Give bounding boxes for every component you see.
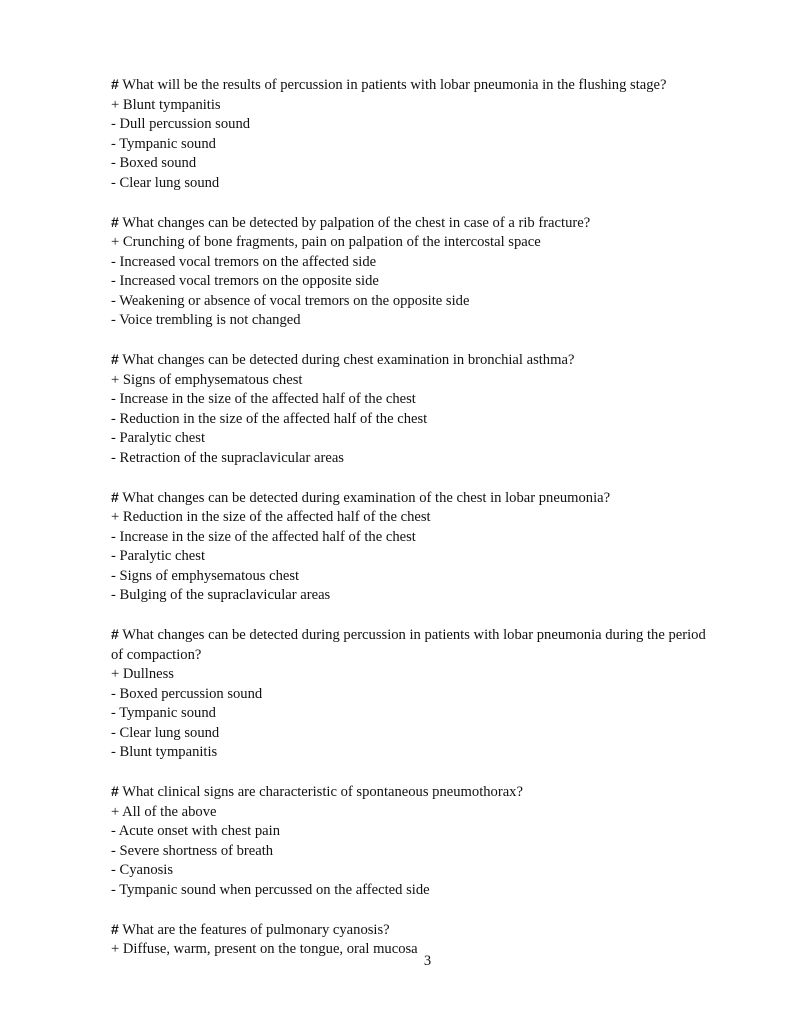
answer-option: - Retraction of the supraclavicular areas [111,449,344,466]
question-marker: # [111,783,119,799]
question-block [111,782,721,900]
question-text [111,920,721,941]
correct-answer-option: + Reduction in the size of the affected half of the chest [111,509,431,525]
question-marker: # [111,213,119,230]
answer-option: - Dull percussion sound [111,116,251,132]
answer-option: - Increased vocal tremors on the affected side [111,253,377,270]
document-page [111,75,721,979]
answer-option: - Acute onset with chest pain [111,823,281,839]
question-text [111,350,721,371]
answer-option: - Increase in the size of the affected half of the chest [111,391,416,407]
answer-option: - Clear lung sound [111,174,220,191]
answer-option: - Increase in the size of the affected half of the chest [111,528,416,545]
question-block [111,625,721,763]
question-block [111,213,721,331]
answer-option: - Paralytic chest [111,430,206,446]
correct-answer-option: + Crunching of bone fragments, pain on palpation of the intercostal space [111,234,541,250]
answer-option: - Reduction in the size of the affected half of the chest [111,410,428,427]
answer-option: - Voice trembling is not changed [111,312,301,328]
answer-option: - Boxed percussion sound [111,685,263,702]
answer-option: - Blunt tympanitis [111,744,218,760]
question-block [111,488,721,606]
correct-answer-option: + Diffuse, warm, present on the tongue, oral mucosa [111,941,418,957]
answer-option: - Paralytic chest [111,548,206,564]
question-text [111,213,721,234]
question-marker: # [111,920,119,937]
answer-option: - Cyanosis [111,862,174,878]
question-text [111,75,721,96]
question-text [111,488,721,509]
question-text [111,782,721,803]
question-label: What will be the results of percussion in patients with lobar pneumonia in the flushing stage? [122,77,667,93]
question-label: What changes can be detected during examination of the chest in lobar pneumonia? [122,489,611,506]
answer-option: - Tympanic sound [111,135,216,152]
answer-option: - Weakening or absence of vocal tremors on the opposite side [111,292,470,309]
question-marker: # [111,488,119,505]
correct-answer-option: + Blunt tympanitis [111,96,221,113]
answer-option: - Bulging of the supraclavicular areas [111,587,331,603]
answer-option: - Increased vocal tremors on the opposite side [111,273,379,289]
correct-answer-option: + Signs of emphysematous chest [111,371,303,388]
answer-option: - Clear lung sound [111,724,220,741]
question-marker: # [111,626,119,642]
correct-answer-option: + All of the above [111,803,217,820]
answer-option: - Tympanic sound when percussed on the affected side [111,881,430,898]
question-text [111,625,721,665]
question-marker: # [111,351,119,367]
answer-option: - Boxed sound [111,155,197,171]
question-label: What changes can be detected during chest examination in bronchial asthma? [122,352,575,368]
question-marker: # [111,76,119,92]
answer-option: - Severe shortness of breath [111,842,274,859]
question-block [111,75,721,193]
question-block [111,350,721,468]
answer-option: - Tympanic sound [111,705,216,721]
question-label: What changes can be detected during percussion in patients with lobar pneumonia during the period of compaction? [111,627,710,663]
correct-answer-option: + Dullness [111,666,174,682]
answer-option: - Signs of emphysematous chest [111,567,300,584]
question-label: What clinical signs are characteristic of spontaneous pneumothorax? [122,784,523,800]
page-number: 3 [423,953,432,969]
question-label: What are the features of pulmonary cyanosis? [122,921,390,938]
question-label: What changes can be detected by palpation of the chest in case of a rib fracture? [122,214,591,231]
